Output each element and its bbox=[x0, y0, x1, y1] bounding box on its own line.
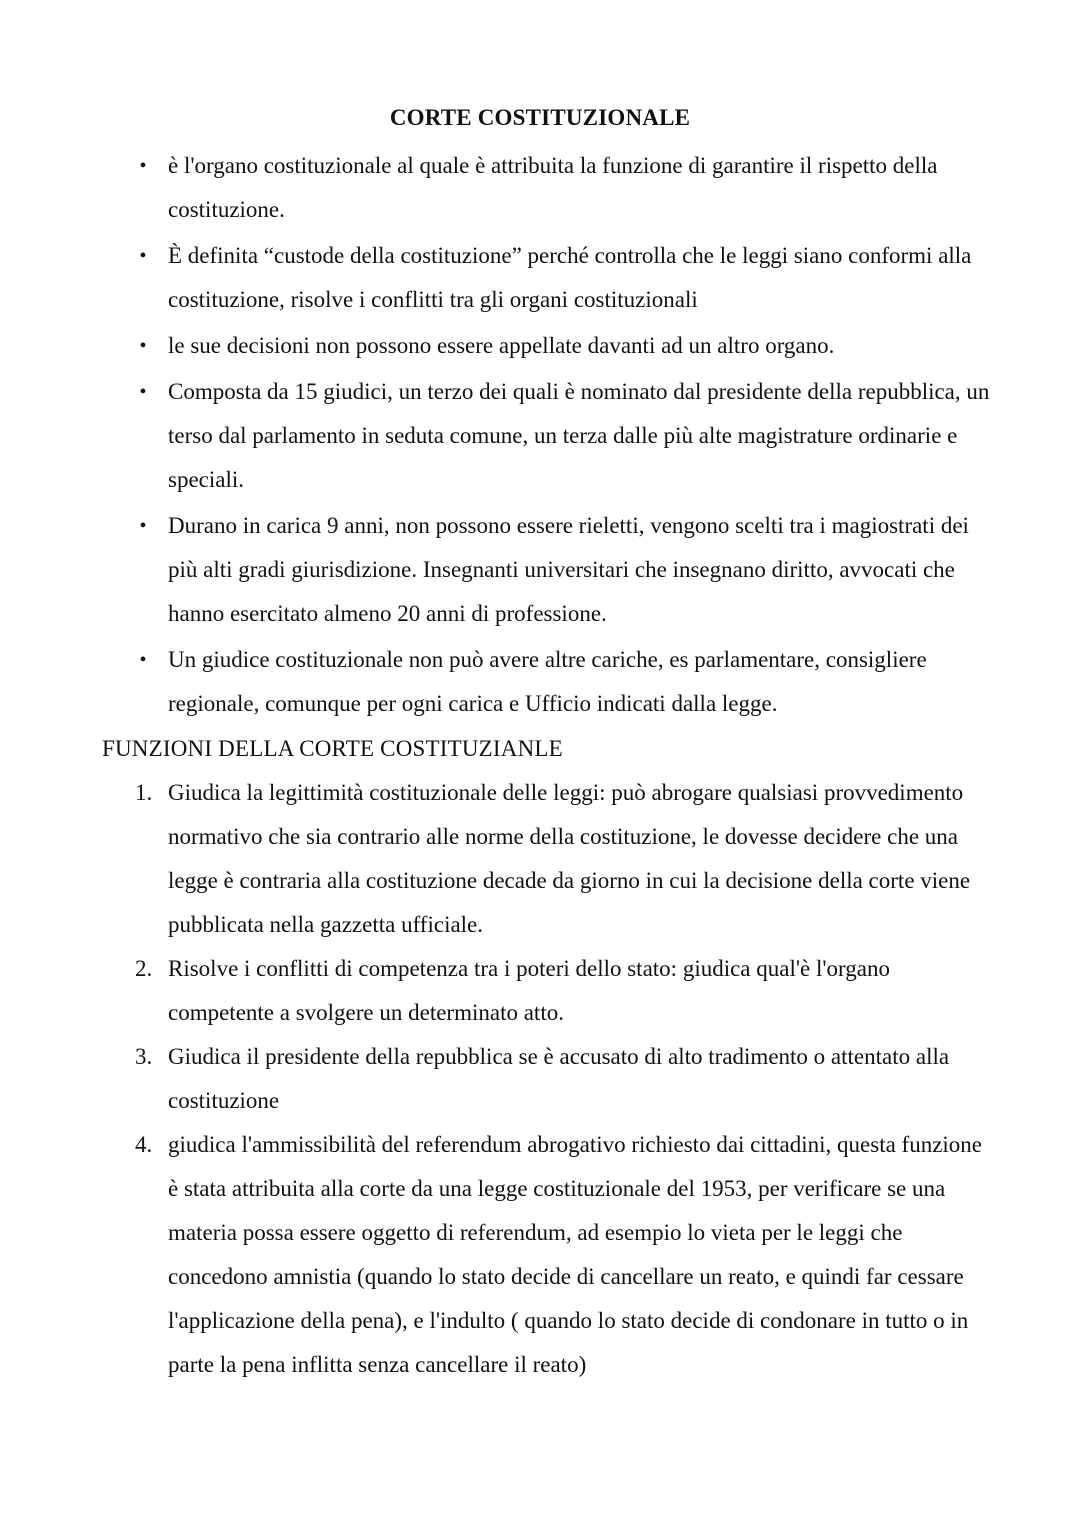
functions-list bbox=[0, 771, 1080, 1387]
list-item-text: le sue decisioni non possono essere appellate davanti ad un altro organo. bbox=[168, 333, 835, 358]
item-number: 4. bbox=[135, 1132, 153, 1157]
section-heading: FUNZIONI DELLA CORTE COSTITUZIANLE bbox=[102, 736, 563, 761]
list-item bbox=[0, 504, 1080, 636]
list-item-text: È definita “custode della costituzione” perché controlla che le leggi siano conformi alla costituzione, risolve i conflitti tra gli organi costituzionali bbox=[168, 243, 972, 312]
item-number: 3. bbox=[135, 1044, 153, 1069]
numbered-item bbox=[0, 1123, 1080, 1387]
numbered-item bbox=[0, 771, 1080, 947]
list-item bbox=[0, 234, 1080, 322]
bullet-icon: • bbox=[139, 381, 147, 403]
bullet-icon: • bbox=[139, 649, 147, 671]
list-item bbox=[0, 324, 1080, 368]
bullet-icon: • bbox=[139, 335, 147, 357]
bullet-icon: • bbox=[139, 515, 147, 537]
item-number: 1. bbox=[135, 780, 153, 805]
numbered-item bbox=[0, 947, 1080, 1035]
numbered-item bbox=[0, 1035, 1080, 1123]
list-item-text: Un giudice costituzionale non può avere altre cariche, es parlamentare, consigliere regionale, comunque per ogni carica e Ufficio indicati dalla legge. bbox=[168, 647, 927, 716]
list-item bbox=[0, 370, 1080, 502]
numbered-item-text: giudica l'ammissibilità del referendum abrogativo richiesto dai cittadini, questa funzione è stata attribuita alla corte da una legge costituzionale del 1953, per verificare se una materia possa essere oggetto di referendum, ad esempio lo vieta per le leggi che concedono amnistia (quando lo stato decide di cancellare un reato, e quindi far cessare l'applicazione della pena), e l'indulto ( quando lo stato decide di condonare in tutto o in parte la pena inflitta senza cancellare il reato) bbox=[168, 1132, 983, 1377]
page-title: CORTE COSTITUZIONALE bbox=[389, 105, 691, 130]
item-number: 2. bbox=[135, 956, 153, 981]
bullet-icon: • bbox=[139, 155, 147, 177]
numbered-item-text: Risolve i conflitti di competenza tra i poteri dello stato: giudica qual'è l'organo competente a svolgere un determinato atto. bbox=[168, 956, 890, 1025]
numbered-item-text: Giudica il presidente della repubblica se è accusato di alto tradimento o attentato alla costituzione bbox=[168, 1044, 950, 1113]
list-item-text: è l'organo costituzionale al quale è attribuita la funzione di garantire il rispetto della costituzione. bbox=[168, 153, 938, 222]
bullet-list bbox=[0, 144, 1080, 728]
list-item bbox=[0, 638, 1080, 726]
list-item-text: Composta da 15 giudici, un terzo dei quali è nominato dal presidente della repubblica, un terso dal parlamento in seduta comune, un terza dalle più alte magistrature ordinarie e speciali. bbox=[168, 379, 990, 492]
list-item-text: Durano in carica 9 anni, non possono essere rieletti, vengono scelti tra i magiostrati dei più alti gradi giurisdizione. Insegnanti universitari che insegnano diritto, avvocati che hanno esercitato almeno 20 anni di professione. bbox=[168, 513, 969, 626]
list-item bbox=[0, 144, 1080, 232]
numbered-item-text: Giudica la legittimità costituzionale delle leggi: può abrogare qualsiasi provvedimento normativo che sia contrario alle norme della costituzione, le dovesse decidere che una legge è contraria alla costituzione decade da giorno in cui la decisione della corte viene pubblicata nella gazzetta ufficiale. bbox=[168, 780, 971, 937]
bullet-icon: • bbox=[139, 245, 147, 267]
